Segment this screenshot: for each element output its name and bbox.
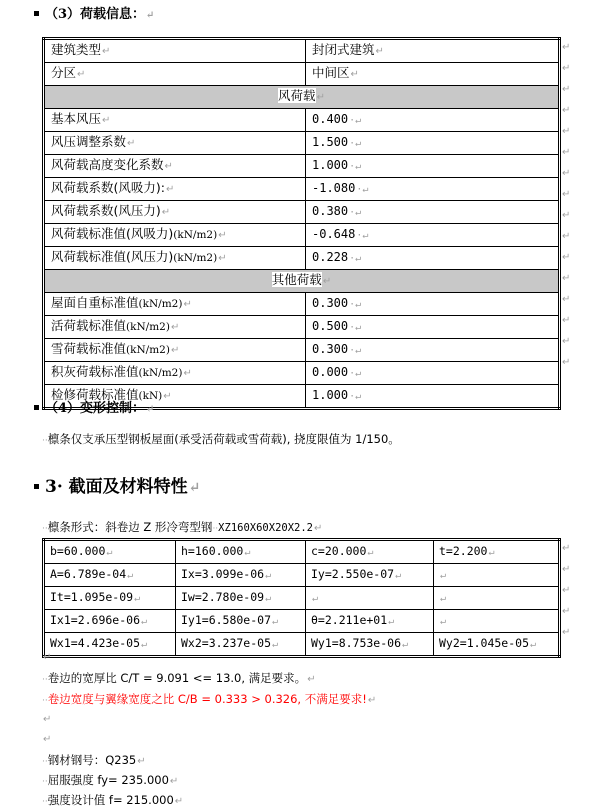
- table-row: 活荷载标准值(kN/m2)↵ 0.500·↵: [44, 316, 560, 339]
- empty-paragraph-mark: ↵: [43, 714, 52, 725]
- table-row: 风荷载标准值(风压力)(kN/m2)↵ 0.228·↵: [44, 247, 560, 270]
- deflection-limit-text: ··檩条仅支承压型钢板屋面(承受活荷载或雪荷载), 挠度限值为 1/150。: [42, 432, 400, 446]
- design-strength-line: ··强度设计值 f= 215.000↵: [42, 793, 184, 807]
- table-row: Wx1=4.423e-05↵ Wx2=3.237e-05↵ Wy1=8.753e-06↵ Wy2=1.045e-05↵: [44, 633, 560, 657]
- table-row: 风荷载系数(风压力)↵ 0.380·↵: [44, 201, 560, 224]
- table-cell-label: 分区↵: [44, 63, 306, 86]
- table-row: 风荷载标准值(风吸力)(kN/m2)↵ -0.648·↵: [44, 224, 560, 247]
- flange-ct-check: ··卷边的宽厚比 C/T = 9.091 <= 13.0, 满足要求。↵: [42, 671, 316, 685]
- empty-paragraph-mark: ↵: [43, 734, 52, 745]
- empty-paragraph-mark: ↵: [43, 652, 52, 663]
- paragraph-mark-icon: ↵: [146, 10, 155, 21]
- table-row: 检修荷载标准值(kN)↵ 1.000·↵: [44, 385, 560, 409]
- section-properties-heading: 3· 截面及材料特性↵: [34, 472, 200, 497]
- table-row: [44, 39, 560, 63]
- table-row: 风荷载高度变化系数↵ 1.000·↵: [44, 155, 560, 178]
- table-row: 风压调整系数↵ 1.500·↵: [44, 132, 560, 155]
- table-row: Ix1=2.696e-06↵ Iy1=6.580e-07↵ θ=2.211e+01↵ ↵: [44, 610, 560, 633]
- table-row: 雪荷载标准值(kN/m2)↵ 0.300·↵: [44, 339, 560, 362]
- table-cell-value: 中间区↵: [306, 63, 560, 86]
- load-info-heading: （3）荷载信息：↵: [34, 3, 154, 22]
- table-row: 基本风压↵ 0.400·↵: [44, 109, 560, 132]
- section-properties-table: [42, 538, 561, 658]
- table-row: [44, 63, 560, 86]
- bullet-icon: [34, 484, 39, 489]
- bullet-icon: [34, 11, 39, 16]
- steel-grade-line: ··钢材钢号：Q235↵: [42, 753, 146, 767]
- yield-strength-line: ··屈服强度 fy= 235.000↵: [42, 773, 179, 787]
- bullet-icon: [34, 405, 39, 410]
- purlin-form-line: ··檩条形式：斜卷边 Z 形冷弯型钢··XZ160X60X20X2.2↵: [42, 520, 323, 534]
- other-load-group-header: 其他荷载↵: [44, 270, 560, 293]
- table-row: 屋面自重标准值(kN/m2)↵ 0.300·↵: [44, 293, 560, 316]
- flange-cb-check-warning: ··卷边宽度与翼缘宽度之比 C/B = 0.333 > 0.326, 不满足要求!↵: [42, 692, 377, 706]
- table-row: 风荷载系数(风吸力):↵ -1.080·↵: [44, 178, 560, 201]
- table-row: It=1.095e-09↵ Iw=2.780e-09↵ ↵ ↵: [44, 587, 560, 610]
- deflection-control-heading: （4）变形控制：↵: [34, 397, 154, 416]
- table-cell-label: 建筑类型↵: [44, 39, 306, 63]
- table-row: A=6.789e-04↵ Ix=3.099e-06↵ Iy=2.550e-07↵ ↵: [44, 564, 560, 587]
- table-cell-value: 封闭式建筑↵: [306, 39, 560, 63]
- table-row: b=60.000↵ h=160.000↵ c=20.000↵ t=2.200↵: [44, 540, 560, 564]
- table-row: 积灰荷载标准值(kN/m2)↵ 0.000·↵: [44, 362, 560, 385]
- load-info-table: [42, 37, 561, 410]
- wind-load-group-header: 风荷载↵: [44, 86, 560, 109]
